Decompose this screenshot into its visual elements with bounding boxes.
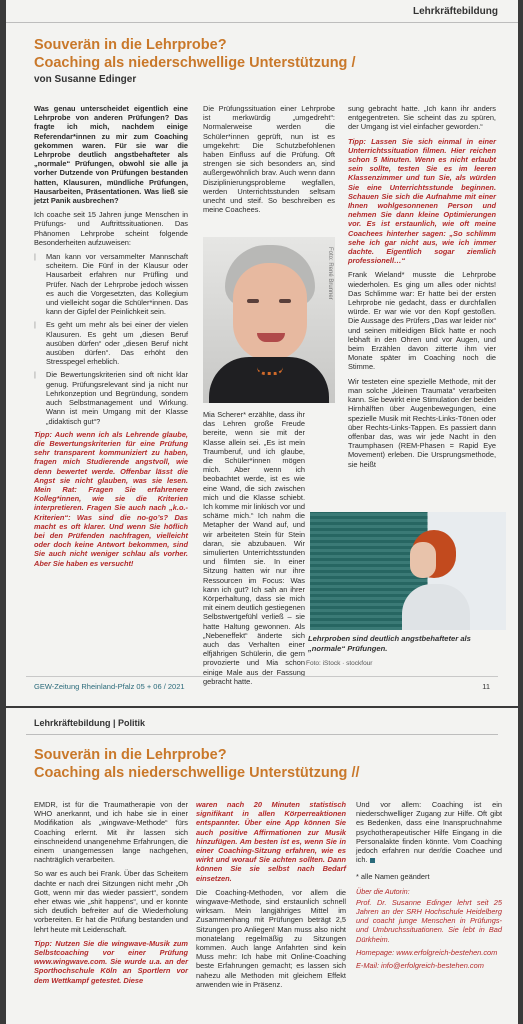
bullet-item: | Man kann vor versammelter Mannschaft scheitern. Die Fünf in der Klausur oder Hausarbeit erfahren nur Prüfling und Prüfer. Nach der Lehrprobe jedoch wissen es auch die Vorgesetzten, das Kollegium und vielleicht sogar die Schüler*innen. Das kann der Gipfel der Peinlichkeit sein.: [34, 252, 188, 316]
article-title: Souverän in die Lehrprobe?: [34, 747, 227, 763]
footer-publication: GEW-Zeitung Rheinland-Pfalz 05 + 06 / 2021: [34, 682, 185, 691]
page-12: [6, 708, 518, 1024]
paragraph: Frank Wieland* musste die Lehrprobe wiederholen. Es ging um alles oder nichts! Das Schlimme war: Er hatte bei der ersten Lehrprobe nie gedacht, dass er durchfallen würde. Er war wie vor den Kopf gestoßen. Die Aussage des Prüfers „Das war leider nix“ und seinen mitleidigen Blick hatte er noch lebhaft in den Ohren und vor Augen, und beim Erzählen davon zitterte ihm vier Monate später im Coaching noch die Stimme.: [348, 270, 496, 372]
email-link[interactable]: E-Mail: info@erfolgreich-bestehen.com: [356, 961, 484, 971]
paragraph: sung gebracht hatte. „Ich kann ihr anders entgegentreten. Sie scheint das zu spüren, der Umgang ist viel einfacher geworden.“: [348, 104, 496, 132]
footer-rule: [26, 676, 498, 677]
header-rule: [26, 734, 498, 735]
tip-box: Tipp: Auch wenn ich als Lehrende glaube, die Bewertungskriterien für eine Prüfung sehr transparent kommuniziert zu haben, fragen mich Studierende angstvoll, wie denn bewertet werde. Offenbar lässt die Angst sie nicht glauben, was sie lesen. Mein Rat: Fragen Sie erfahrenere Kolleg*innen, wie sie die Kriterien interpretieren. Fragen Sie auch nach „k.o.-Kriterien“: Was sind die no-go’s? Das macht es oft klarer. Und wenn Sie höflich bei den Prüfenden nachfragen, vielleicht oder doch keine Antwort bekommen, sind Sie auch nicht weniger schlau als vorher. Aber Sie haben es versucht!: [34, 429, 188, 568]
photo-caption: Lehrproben sind deutlich angstbehafteter als „normale“ Prüfungen.: [308, 634, 471, 653]
student-photo: [310, 512, 506, 630]
paragraph: Wir testeten eine spezielle Methode, mit der man solche „kleinen Traumata“ verarbeiten kann. Sie bewirkt eine Stimulation der beiden Hirnhälften über Augenbewegungen, eine spezielle Musik mit Rechts-Links-Tönen oder über Rechts-Links-Tappen. Es passiert dann offenbar das, was wir jede Nacht in den Traumphasen (REM-Phasen = Rapid Eye Movement) erleben. Die Ursprungsmethode, sie heißt: [348, 376, 496, 469]
article-subtitle: Coaching als niederschwellige Unterstützung /: [34, 55, 356, 71]
author-portrait-photo: [203, 237, 335, 403]
bullet-item: | Es geht um mehr als bei einer der vielen Klausuren. Es geht um „diesen Beruf ausüben dürfen“ oder „diesen Beruf nicht ausüben dürfen“. Das erhöht den Stresspegel erheblich.: [34, 320, 188, 366]
tip-box: waren nach 20 Minuten statistisch signifikant in allen Körperreaktionen entspannter. Über eine App können Sie auch positive Affirmationen zur Musik hinzufügen. Am besten ist es, wenn Sie in einer Coaching-Sitzung erfahren, wie es wirkt und worauf Sie achten sollten. Dann können Sie sie selbst nach Bedarf einsetzen.: [196, 800, 346, 883]
column-2-bottom: [203, 410, 305, 691]
lead-paragraph: Was genau unterscheidet eigentlich eine Lehrprobe von anderen Prüfungen? Das fragte ich mich, nachdem einige Referendar*innen zu mir zum Coaching gekommen waren. Für sie war die Lehrprobe deutlich angstbehafteter als „normale“ Prüfungen, obwohl sie alle ja vorher Dutzende von Prüfungen bestanden hatten, Klausuren, mündliche Prüfungen, Hausarbeiten, Präsentationen. Was ließ sie jetzt Panik ausbrechen?: [34, 104, 188, 206]
column-2: [196, 800, 346, 994]
article-title: Souverän in die Lehrprobe?: [34, 37, 227, 53]
header-rule: [6, 22, 518, 23]
column-2-top: [203, 104, 335, 219]
end-mark: [370, 858, 375, 863]
author-byline: von Susanne Edinger: [34, 74, 137, 85]
tip-box: Tipp: Nutzen Sie die wingwave-Musik zum Selbstcoaching vor einer Prüfung www.wingwave.com. Sie wurde u.a. an der Sporthochschule Köln an Sportlern vor dem Wettkampf getestet. Diese: [34, 938, 188, 985]
paragraph: Die Prüfungssituation einer Lehrprobe ist merkwürdig „umgedreht“: Normalerweise werden die Schüler*innen geprüft, nun ist es umgekehrt: Die Schutzbefohlenen haben Einfluss auf die Prüfung. Oft strengen sie sich besonders an, sind außergewöhnlich brav. Auch wenn dann Disziplinierungsprobleme wegfallen, werden Unterrichtsstunden seltsam unecht und steif. So beschreiben es meine Coachees.: [203, 104, 335, 215]
bullet-list: [34, 252, 188, 426]
paragraph: EMDR, ist für die Traumatherapie von der WHO anerkannt, und ich habe sie in einer Modifikation als „wingwave-Methode“ fürs Coaching erlernt. Mit ihr lassen sich einschneidend unangenehme Erfahrungen, die einem unangemessen lange nachgehen, nachträglich verarbeiten.: [34, 800, 188, 865]
page-number: 11: [482, 682, 490, 691]
about-author: [356, 887, 502, 971]
bullet-item: | Die Bewertungskriterien sind oft nicht klar genug. Prüfungsrelevant sind ja nicht nur Lehrkonzeption und Begründung, sondern auch Selbstmanagement und Wirkung. Wann ist mein Umgang mit der Klasse „didaktisch gut“?: [34, 370, 188, 425]
section-label: Lehrkräftebildung | Politik: [34, 718, 146, 728]
page-11: [6, 0, 518, 706]
photo-credit: Foto: iStock · stockfour: [306, 660, 373, 667]
paragraph: So war es auch bei Frank. Über das Scheitern dachte er nach drei Sitzungen nicht mehr „Oh Gott, wenn mir das wieder passiert“, sondern eher etwas wie „shit happens“, und er konnte sich deutlich befreiter auf die Wiederholung vorbereiten. Er hat die Prüfung bestanden und lehrt heute mit Leidenschaft.: [34, 869, 188, 934]
paragraph: Die Coaching-Methoden, vor allem die wingwave-Methode, sind erstaunlich schnell wirksam. Mein langjähriges Mittel im Zusammenhang mit Prüfungen beträgt 2,5 Sitzungen pro Anliegen! Man muss also nicht monatelang regelmäßig zu Sitzungen kommen. Auch lange Anfahrten sind kein Muss mehr: Ich habe mit Online-Coaching beste Erfahrungen gemacht; es lassen sich nahezu alle Methoden mit gleichem Effekt anwenden wie in Präsenz.: [196, 887, 346, 989]
column-3: [348, 104, 496, 474]
photo-credit: Foto: René Brunner: [327, 247, 333, 300]
names-note: * alle Namen geändert: [356, 872, 430, 882]
paragraph: Und vor allem: Coaching ist ein niederschwelliger Zugang zur Hilfe. Oft gibt es Bedenken, dass eine Inanspruchnahme psychotherapeutischer Hilfe Eingang in die Personalakte finden könnte. Vom Coaching jedoch erfahren nur der/die Coachee und ich.: [356, 800, 502, 865]
intro-paragraph: Ich coache seit 15 Jahren junge Menschen in Prüfungs- und Auftrittssituationen. Das Phänomen Lehrprobe scheint folgende Besonderheiten aufzuweisen:: [34, 210, 188, 247]
column-3: [356, 800, 502, 974]
article-subtitle: Coaching als niederschwellige Unterstützung //: [34, 765, 360, 781]
homepage-link[interactable]: Homepage: www.erfolgreich-bestehen.com: [356, 947, 498, 957]
about-text: Prof. Dr. Susanne Edinger lehrt seit 25 Jahren an der SRH Hochschule Heidelberg und coacht junge Menschen in Prüfungs- und Umbruchssituationen. Sie lebt in Bad Dürkheim.: [356, 897, 502, 944]
column-1: [34, 104, 188, 573]
section-label: Lehrkräftebildung: [412, 6, 498, 17]
column-1: [34, 800, 188, 990]
tip-box: Tipp: Lassen Sie sich einmal in einer Unterrichtssituation filmen. Hier reichen schon 5 Minuten. Wenn es nicht erlaubt sein sollte, testen Sie es im leeren Klassenzimmer und tun Sie, als würden Sie eine Unterrichtsstunde beginnen. Schauen Sie sich die Aufnahme mit einer Ihnen wohlgesonnenen Person und nehmen Sie dann kleine Optimierungen vor. Es ist erstaunlich, wie oft meine Coachees hinterher sagen: „So schlimm sehe ich gar nicht aus, wie ich immer dachte. Eigentlich sogar ziemlich professionell…“: [348, 136, 496, 266]
paragraph: Mia Scherer* erzählte, dass ihr das Lehren große Freude bereite, wenn sie mit der Klasse allein sei. „Es ist mein Traumberuf, und ich glaube, die Schüler*innen mögen mich. Aber wenn ich beobachtet werde, ist es wie eine Wand, die sich zwischen mich und die Klasse schiebt. Ich komme mir linkisch vor und schäme mich.“ Ich nahm die Metapher der Wand auf, und wir arbeiteten Stein für Stein daran, sie abzubauen. Wir simulierten Unterrichtsstunden und filmten sie. In einer Sitzung hatten wir nur ihre Ressourcen im Focus: Was kann ich gut? Ich sah an ihrer Körperhaltung, dass sie mich mit einem deutlich gestiegenen Selbstwertgefühl verließ – sie hatte Haltung gewonnen. Als „Nebeneffekt“ änderte sich auch das Verhalten einer elfjährigen Schülerin, die gern provozierte und Mia schon einige Male aus der Fassung gebracht hatte.: [203, 410, 305, 686]
about-heading: Über die Autorin:: [356, 886, 410, 896]
